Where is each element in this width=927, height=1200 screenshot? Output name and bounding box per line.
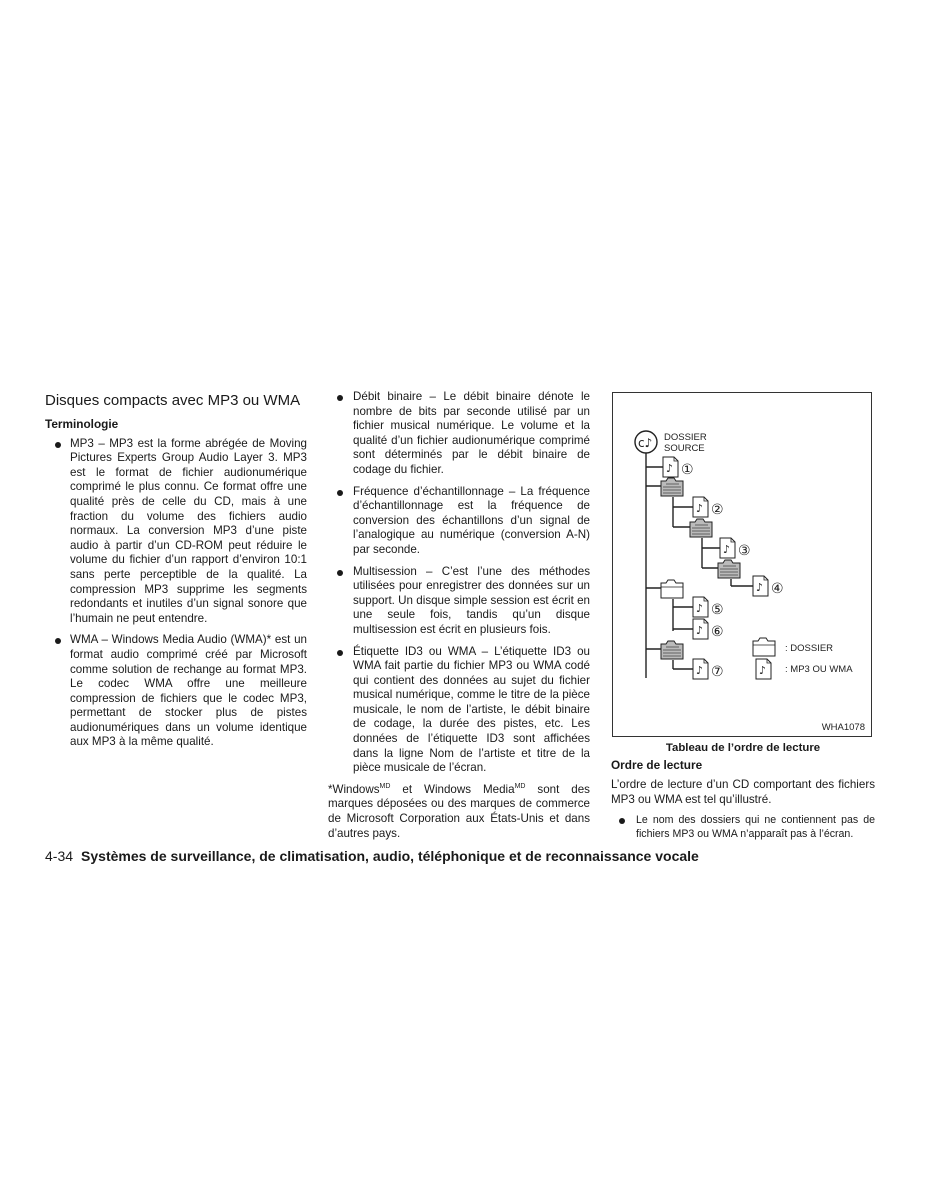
legend-folder-icon <box>753 638 775 656</box>
section-title: Disques compacts avec MP3 ou WMA <box>45 392 301 409</box>
play-order-notes <box>611 813 875 841</box>
figure-code: WHA1078 <box>821 722 865 733</box>
legend-file-icon <box>756 659 771 679</box>
terminology-list-continued <box>328 390 590 776</box>
note-text: *Windows <box>328 782 380 796</box>
cd-source-icon <box>635 431 657 453</box>
page-number: 4-34 <box>45 848 74 864</box>
root-label-line2: SOURCE <box>664 443 705 454</box>
music-file-icon <box>693 659 708 679</box>
middle-column <box>328 390 590 841</box>
music-file-icon <box>693 597 708 617</box>
svg-text:c♪: c♪ <box>638 436 653 450</box>
track-number: ⑦ <box>711 664 724 680</box>
track-number: ③ <box>738 543 751 559</box>
track-number: ⑤ <box>711 602 724 618</box>
list-item-folder-note: Le nom des dossiers qui ne contiennent pas de fichiers MP3 ou WMA n’apparaît pas à l’écran. <box>611 813 875 841</box>
play-order-heading: Ordre de lecture <box>611 757 703 772</box>
music-file-icon <box>693 497 708 517</box>
music-file-icon <box>663 457 678 477</box>
list-item-id3: Étiquette ID3 ou WMA – L’étiquette ID3 ou WMA fait partie du fichier MP3 ou WMA codé qui contient des données au sujet du fichier musical numérique, comme le titre de la pièce musicale, le nom de l’artiste, le débit binaire de codage, la durée des pistes, etc. Les données de l’étiquette ID3 sont affichées dans la ligne Nom de l’artiste et titre de la pièce musicale de l’écran. <box>328 645 590 776</box>
track-number: ④ <box>771 581 784 597</box>
folder-icon <box>661 580 683 598</box>
legend-folder-label: : DOSSIER <box>785 643 834 654</box>
note-superscript: MD <box>514 782 526 790</box>
root-label-line1: DOSSIER <box>664 432 707 443</box>
music-file-icon <box>753 576 768 596</box>
play-order-text: L’ordre de lecture d’un CD comportant des fichiers MP3 ou WMA est tel qu’illustré. <box>611 778 875 806</box>
track-number: ⑥ <box>711 624 724 640</box>
list-item-bitrate: Débit binaire – Le débit binaire dénote le nombre de bits par seconde utilisé par un fichier musical numérique. Le volume et la qualité d’un fichier audionumérique comprimé sont déterminés par le débit binaire de codage du fichier. <box>328 390 590 478</box>
music-file-icon <box>693 619 708 639</box>
play-order-diagram <box>612 392 872 737</box>
legend-file-label: : MP3 OU WMA <box>785 664 853 675</box>
left-column <box>45 392 307 757</box>
folder-tree-svg: ♪ c♪ DOSSIER SOURCE ① ② ③ ④ ⑤ ⑥ ⑦ : DOSSIER : MP3 OU WMA WHA1078 <box>616 398 865 733</box>
folder-icon <box>661 641 683 659</box>
terminology-list <box>45 437 307 750</box>
note-superscript: MD <box>379 782 391 790</box>
trademark-note <box>328 783 590 841</box>
list-item-mp3: MP3 – MP3 est la forme abrégée de Moving Pictures Experts Group Audio Layer 3. MP3 est le format de fichier audionumérique comprimé le plus connu. Ce format offre une qualité près de celle du CD, mais à une fraction du volume des fichiers audio normaux. La conversion MP3 d’une piste audio à partir d’un CD-ROM peut réduire le volume du fichier d’un rapport d’environ 10:1 sans perte perceptible de la qualité. La compression MP3 supprime les segments redondants et inutiles d’un signal sonore que l’humain ne peut entendre. <box>45 437 307 627</box>
terminology-heading: Terminologie <box>45 417 119 431</box>
list-item-sampling: Fréquence d’échantillonnage – La fréquence d’échantillonnage est la fréquence de conversion des échantillons d’un signal de l’analogique au numérique (conversion A-N) par seconde. <box>328 485 590 558</box>
list-item-multisession: Multisession – C’est l’une des méthodes utilisées pour enregistrer des données sur un support. Un disque simple session est écrit en une seule fois, tandis qu’un disque multisession est écrit en plusieurs fois. <box>328 565 590 638</box>
note-text: et Windows Media <box>390 782 515 796</box>
right-column <box>611 392 875 848</box>
track-number: ② <box>711 502 724 518</box>
list-item-wma: WMA – Windows Media Audio (WMA)* est un format audio comprimé créé par Microsoft comme solution de rechange au format MP3. Le codec WMA offre une meilleure compression de fichiers que le codec MP3, permettant de stocker plus de pistes audionumériques dans un volume identique aux MP3 à la même qualité. <box>45 633 307 750</box>
chapter-title: Systèmes de surveillance, de climatisation, audio, téléphonique et de reconnaissance vocale <box>81 848 699 864</box>
folder-icon <box>690 519 712 537</box>
folder-icon <box>661 478 683 496</box>
music-file-icon <box>720 538 735 558</box>
track-number: ① <box>681 462 694 478</box>
folder-icon <box>718 560 740 578</box>
note-text: sont des marques déposées ou des marques de commerce de Microsoft Corporation aux États-Unis et dans d’autres pays. <box>328 782 590 840</box>
figure-caption: Tableau de l’ordre de lecture <box>665 742 821 754</box>
page-footer <box>45 848 905 865</box>
